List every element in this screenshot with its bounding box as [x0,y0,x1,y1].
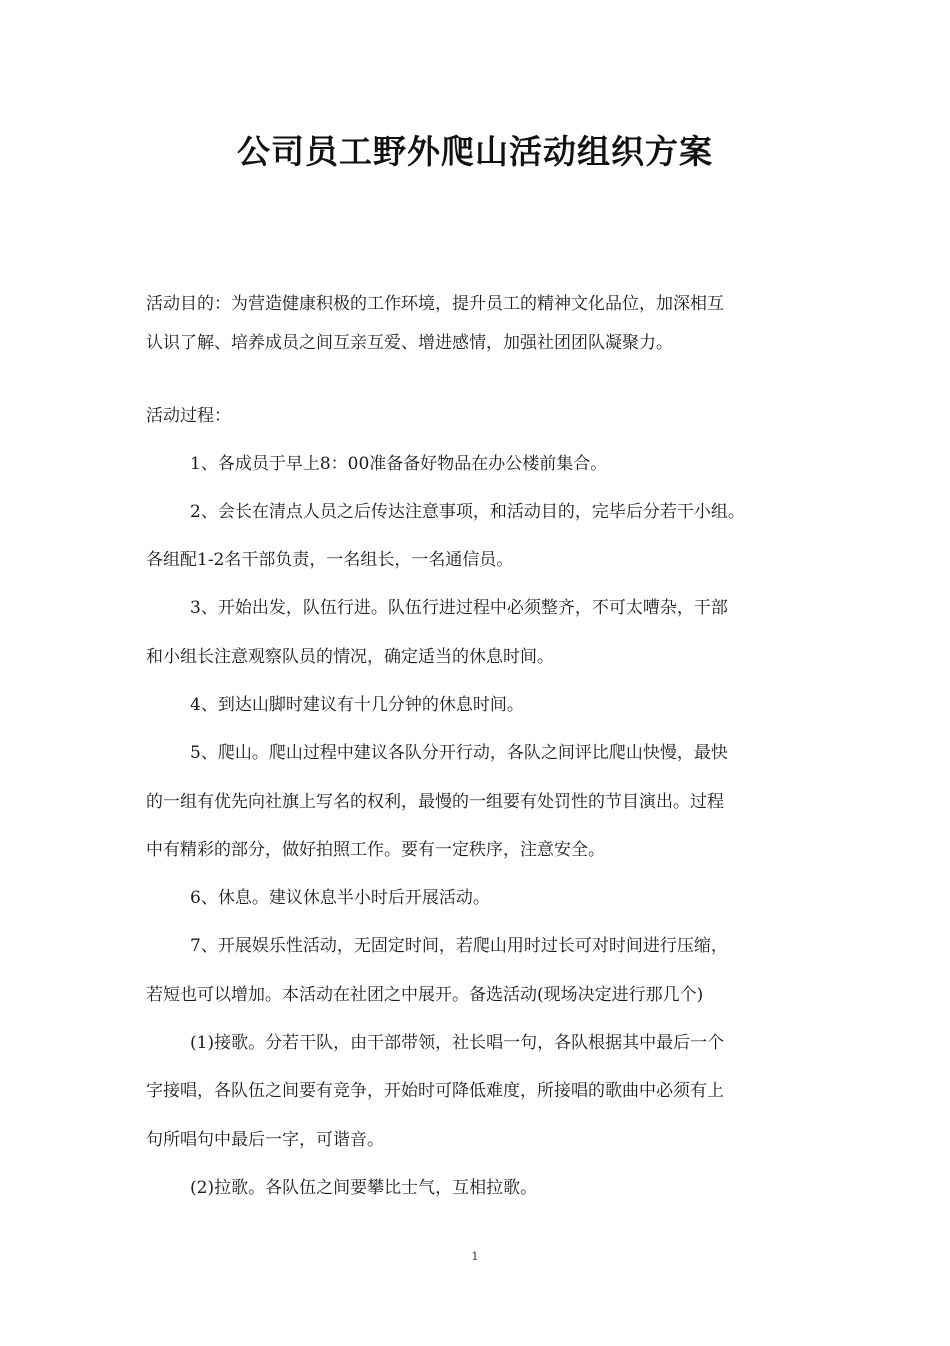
paragraph-line: 4、到达山脚时建议有十几分钟的休息时间。 [190,695,524,715]
paragraph-line: 6、休息。建议休息半小时后开展活动。 [190,888,490,908]
page-number: 1 [471,1250,479,1263]
paragraph-line: 认识了解、培养成员之间互亲互爱、增进感情，加强社团团队凝聚力。 [146,333,673,353]
paragraph-line: 5、爬山。爬山过程中建议各队分开行动，各队之间评比爬山快慢，最快 [190,743,728,763]
paragraph-line: 和小组长注意观察队员的情况，确定适当的休息时间。 [146,647,554,667]
document-title: 公司员工野外爬山活动组织方案 [237,132,713,171]
paragraph-line: 3、开始出发，队伍行进。队伍行进过程中必须整齐，不可太嘈杂，干部 [190,598,728,618]
section-heading: 活动过程： [146,406,231,426]
paragraph-line: 句所唱句中最后一字，可谐音。 [146,1130,384,1150]
paragraph-line: 7、开展娱乐性活动，无固定时间，若爬山用时过长可对时间进行压缩， [190,936,728,956]
paragraph-line: (1)接歌。分若干队，由干部带领，社长唱一句，各队根据其中最后一个 [190,1033,725,1053]
paragraph-line: 2、会长在清点人员之后传达注意事项，和活动目的，完毕后分若干小组。 [190,502,745,522]
paragraph-line: 活动目的：为营造健康积极的工作环境，提升员工的精神文化品位，加深相互 [146,294,724,314]
paragraph-line: 的一组有优先向社旗上写名的权利，最慢的一组要有处罚性的节目演出。过程 [146,792,724,812]
paragraph-line: 各组配1-2名干部负责，一名组长，一名通信员。 [146,550,514,570]
paragraph-line: 1、各成员于早上8：00准备备好物品在办公楼前集合。 [190,454,608,474]
paragraph-line: 若短也可以增加。本活动在社团之中展开。备选活动(现场决定进行那几个) [146,985,704,1005]
paragraph-line: 中有精彩的部分，做好拍照工作。要有一定秩序，注意安全。 [146,840,605,860]
paragraph-line: 字接唱，各队伍之间要有竞争，开始时可降低难度，所接唱的歌曲中必须有上 [146,1081,724,1101]
paragraph-line: (2)拉歌。各队伍之间要攀比士气，互相拉歌。 [190,1178,538,1198]
